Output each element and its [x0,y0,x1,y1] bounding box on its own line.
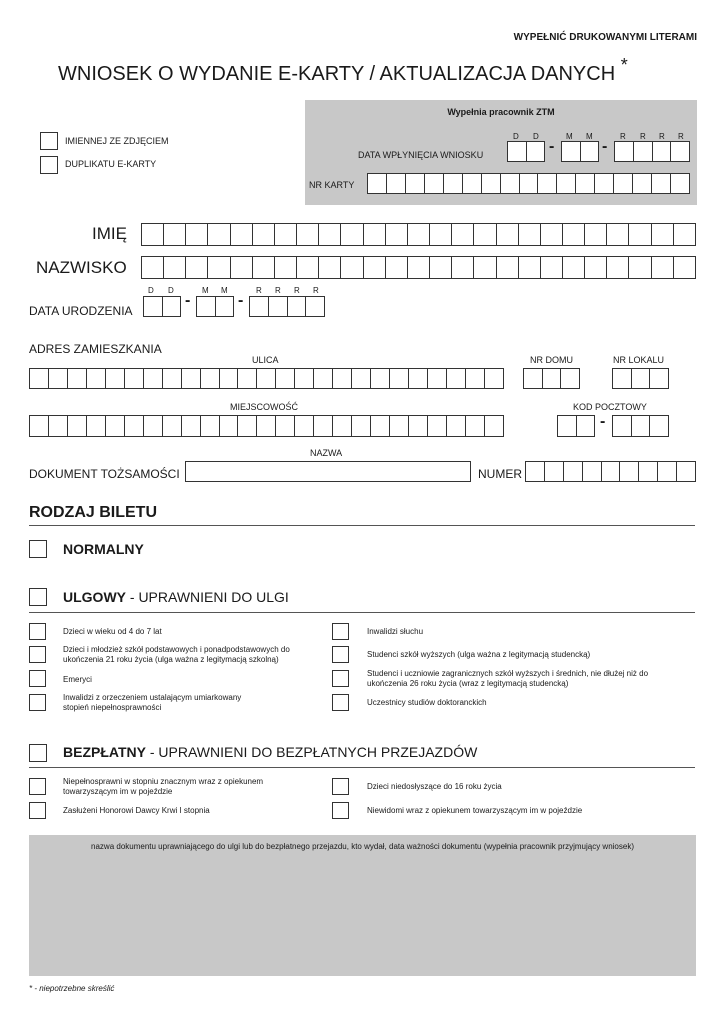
card-number-field[interactable] [367,173,690,194]
checkbox-named-card[interactable] [40,132,58,150]
checkbox-reduced-doctoral-students[interactable] [332,694,349,711]
entitlement-document-label: nazwa dokumentu uprawniającego do ulgi lub do bezpłatnego przejazdu, kto wydał, data ważności dokumentu (wypełnia pracownik przyjmujący wniosek) [91,842,634,851]
entitlement-document-field[interactable] [29,835,696,976]
birth-date-day[interactable] [143,296,181,317]
birth-date-label: DATA URODZENIA [29,304,133,318]
reduced-option-label: Dzieci i młodzież szkół podstawowych i ponadpodstawowych do ukończenia 21 roku życia (ulga ważna z legitymacją szkolną) [63,645,290,664]
checkbox-free-blood-donors[interactable] [29,802,46,819]
checkbox-free-ticket[interactable] [29,744,47,762]
checkbox-reduced-pensioners[interactable] [29,670,46,687]
reduced-option-label: Studenci i uczniowie zagranicznych szkół wyższych i średnich, nie dłużej niż do ukończenia 26 roku życia (wraz z legitymacją studencką) [367,669,649,688]
reduced-option-label: Uczestnicy studiów doktoranckich [367,698,487,707]
first-name-field[interactable] [141,223,696,246]
document-number-label: NUMER [478,467,522,481]
option-named-card-label: IMIENNEJ ZE ZDJĘCIEM [65,136,169,146]
checkbox-reduced-university-students[interactable] [332,646,349,663]
reduced-option-label: Emeryci [63,675,92,684]
page-title: WNIOSEK O WYDANIE E-KARTY / AKTUALIZACJA DANYCH * [58,55,628,85]
city-label: MIEJSCOWOŚĆ [230,402,299,412]
free-ticket-label: BEZPŁATNY - UPRAWNIENI DO BEZPŁATNYCH PRZEJAZDÓW [63,744,478,760]
reduced-option-label: Dzieci w wieku od 4 do 7 lat [63,627,162,636]
free-divider [29,767,695,768]
address-heading: ADRES ZAMIESZKANIA [29,342,162,356]
last-name-field[interactable] [141,256,696,279]
receipt-date-day[interactable] [507,141,545,162]
free-option-label: Niepełnosprawni w stopniu znacznym wraz z opiekunem towarzyszącym im w pojeździe [63,777,264,796]
ztm-heading: Wypełnia pracownik ZTM [447,107,555,117]
checkbox-normal-ticket[interactable] [29,540,47,558]
checkbox-reduced-children-4-7[interactable] [29,623,46,640]
document-number-field[interactable] [525,461,696,482]
house-number-label: NR DOMU [530,355,573,365]
birth-date-year[interactable] [249,296,325,317]
postal-code-part2[interactable] [612,415,669,437]
receipt-date-month[interactable] [561,141,599,162]
postal-code-label: KOD POCZTOWY [573,402,647,412]
first-name-label: IMIĘ [92,224,127,243]
checkbox-reduced-foreign-students[interactable] [332,670,349,687]
ticket-type-heading: RODZAJ BILETU [29,504,157,521]
footnote: * - niepotrzebne skreślić [29,984,115,993]
checkbox-reduced-hearing-impaired[interactable] [332,623,349,640]
postal-code-part1[interactable] [557,415,595,437]
checkbox-reduced-ticket[interactable] [29,588,47,606]
birth-date-month[interactable] [196,296,234,317]
option-duplicate-card-label: DUPLIKATU E-KARTY [65,159,157,169]
free-option-label: Zasłużeni Honorowi Dawcy Krwi I stopnia [63,806,210,815]
reduced-ticket-label: ULGOWY - UPRAWNIENI DO ULGI [63,589,289,605]
reduced-option-label: Inwalidzi z orzeczeniem ustalającym umiarkowany stopień niepełnosprawności [63,693,242,712]
reduced-divider [29,612,695,613]
title-asterisk: * [620,55,628,75]
identity-document-name-field[interactable] [185,461,471,482]
city-field[interactable] [29,415,504,437]
document-name-label: NAZWA [310,448,343,458]
checkbox-free-severely-disabled[interactable] [29,778,46,795]
normal-ticket-label: NORMALNY [63,541,144,557]
street-field[interactable] [29,368,504,389]
free-option-label: Dzieci niedosłyszące do 16 roku życia [367,782,502,791]
street-label: ULICA [252,355,279,365]
checkbox-free-deaf-children[interactable] [332,778,349,795]
checkbox-duplicate-card[interactable] [40,156,58,174]
reduced-option-label: Inwalidzi słuchu [367,627,424,636]
checkbox-free-blind[interactable] [332,802,349,819]
ztm-staff-section: Wypełnia pracownik ZTM D D M M R R R R DATA WPŁYNIĘCIA WNIOSKU - - NR KARTY [305,100,697,205]
receipt-date-year[interactable] [614,141,690,162]
last-name-label: NAZWISKO [36,258,127,277]
free-option-label: Niewidomi wraz z opiekunem towarzyszącym im w pojeździe [367,806,583,815]
flat-number-label: NR LOKALU [613,355,665,365]
checkbox-reduced-school-students[interactable] [29,646,46,663]
receipt-date-label: DATA WPŁYNIĘCIA WNIOSKU [358,150,484,160]
checkbox-reduced-disabled-moderate[interactable] [29,694,46,711]
fill-instruction: WYPEŁNIĆ DRUKOWANYMI LITERAMI [513,32,697,43]
heading-divider [29,525,695,526]
card-number-label: NR KARTY [309,180,355,190]
identity-document-label: DOKUMENT TOŻSAMOŚCI [29,467,180,481]
flat-number-field[interactable] [612,368,669,389]
reduced-option-label: Studenci szkół wyższych (ulga ważna z legitymacją studencką) [367,650,591,659]
house-number-field[interactable] [523,368,580,389]
